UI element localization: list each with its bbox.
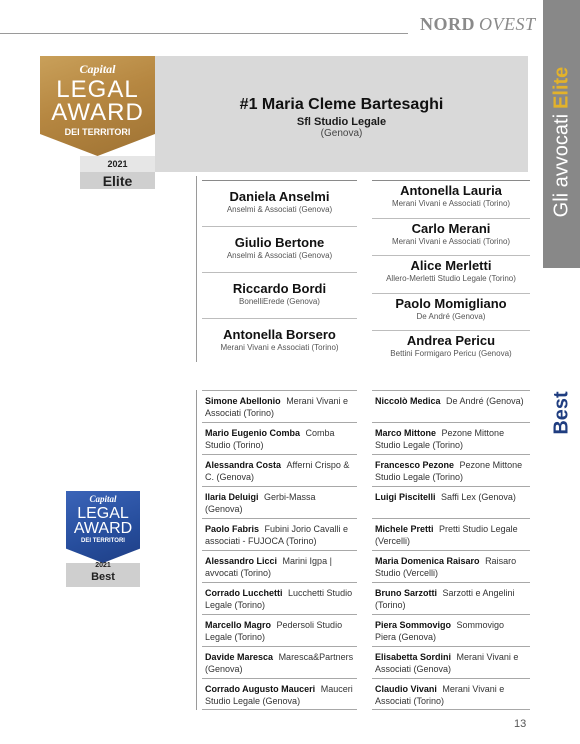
lawyer-name: Antonella Lauria bbox=[400, 183, 502, 198]
lawyer-name: Alice Merletti bbox=[410, 258, 492, 274]
lawyer-name: Riccardo Bordi bbox=[232, 281, 327, 296]
lawyer-name: Davide Maresca bbox=[205, 652, 274, 662]
list-item bbox=[202, 646, 357, 678]
lawyer-name: Bruno Sarzotti bbox=[375, 588, 437, 598]
list-item bbox=[202, 550, 357, 582]
lawyer-firm: BonelliErede (Genova) bbox=[239, 297, 320, 306]
lawyer-firm: Merani Vivani e Associati (Torino) bbox=[391, 199, 511, 208]
badge-line1: LEGAL bbox=[56, 76, 139, 103]
lawyer-firm: Afferni Crispo & C. (Genova) bbox=[205, 460, 350, 482]
list-item bbox=[202, 454, 357, 486]
lawyer-name: Corrado Lucchetti bbox=[205, 588, 283, 598]
list-item bbox=[202, 486, 357, 518]
lawyer-firm: De André (Genova) bbox=[446, 396, 524, 406]
lawyer-firm: Pretti Studio Legale (Vercelli) bbox=[375, 524, 518, 546]
list-item bbox=[202, 318, 357, 364]
winner-city: (Genova) bbox=[320, 128, 363, 139]
lawyer-name: Daniela Anselmi bbox=[229, 189, 330, 204]
sidebar-elite-prefix: Gli avvocati bbox=[550, 113, 572, 218]
best-list-right bbox=[372, 390, 530, 710]
list-item bbox=[202, 582, 357, 614]
winner-firm: Sfl Studio Legale bbox=[296, 116, 387, 128]
lawyer-firm: Pezone Mittone Studio Legale (Torino) bbox=[375, 460, 523, 482]
page-number: 13 bbox=[514, 718, 527, 730]
list-item bbox=[372, 255, 530, 293]
lawyer-firm: Raisaro Studio (Vercelli) bbox=[375, 556, 517, 578]
lawyer-name: Paolo Momigliano bbox=[395, 295, 507, 311]
lawyer-firm: Allero-Merletti Studio Legale (Torino) bbox=[386, 274, 516, 284]
best-list-left bbox=[202, 390, 357, 710]
top-winner bbox=[155, 96, 528, 139]
list-item bbox=[202, 390, 357, 422]
lawyer-name: Michele Pretti bbox=[375, 524, 434, 534]
lawyer-name: Piera Sommovigo bbox=[375, 620, 452, 630]
winner-name: #1 Maria Cleme Bartesaghi bbox=[239, 96, 444, 113]
list-item bbox=[372, 293, 530, 331]
badge-line2: AWARD bbox=[73, 520, 133, 537]
list-item bbox=[202, 614, 357, 646]
lawyer-name: Alessandro Licci bbox=[205, 556, 278, 566]
list-item bbox=[372, 646, 530, 678]
award-badge-best bbox=[66, 491, 140, 587]
lawyer-firm: Sommovigo Piera (Genova) bbox=[375, 620, 505, 642]
section-title-italic: OVEST bbox=[479, 14, 536, 34]
best-divider bbox=[196, 390, 197, 710]
lawyer-name: Antonella Borsero bbox=[223, 327, 336, 342]
sidebar bbox=[543, 0, 580, 744]
lawyer-name: Alessandra Costa bbox=[205, 460, 282, 470]
lawyer-firm: Gerbi-Massa (Genova) bbox=[205, 492, 316, 514]
lawyer-firm: Lucchetti Studio Legale (Torino) bbox=[205, 588, 353, 610]
section-title bbox=[420, 14, 538, 35]
lawyer-firm: Pedersoli Studio Legale (Torino) bbox=[205, 620, 343, 642]
badge-line1: LEGAL bbox=[77, 505, 129, 522]
lawyer-firm: Bettini Formigaro Pericu (Genova) bbox=[390, 349, 512, 359]
section-title-bold: NORD bbox=[420, 14, 475, 34]
header-rule bbox=[0, 33, 408, 34]
list-item bbox=[202, 226, 357, 272]
list-item bbox=[372, 180, 530, 218]
list-item bbox=[372, 678, 530, 710]
award-badge-elite bbox=[40, 56, 155, 189]
elite-divider bbox=[196, 176, 197, 362]
badge-level: Elite bbox=[102, 173, 133, 189]
lawyer-firm: Maresca&Partners (Genova) bbox=[205, 652, 354, 674]
lawyer-firm: Merani Vivani e Associati (Genova) bbox=[375, 652, 519, 674]
lawyer-name: Ilaria Deluigi bbox=[205, 492, 259, 502]
lawyer-name: Claudio Vivani bbox=[375, 684, 437, 694]
list-item bbox=[202, 518, 357, 550]
elite-list-right bbox=[372, 180, 530, 368]
lawyer-name: Niccolò Medica bbox=[375, 396, 441, 406]
list-item bbox=[372, 582, 530, 614]
lawyer-firm: De André (Genova) bbox=[416, 311, 486, 321]
lawyer-name: Marcello Magro bbox=[205, 620, 272, 630]
lawyer-firm: Merani Vivani e Associati (Torino) bbox=[375, 684, 505, 706]
badge-year: 2021 bbox=[95, 562, 111, 569]
sidebar-elite-label bbox=[550, 67, 573, 218]
lawyer-name: Maria Domenica Raisaro bbox=[375, 556, 480, 566]
list-item bbox=[202, 422, 357, 454]
lawyer-name: Francesco Pezone bbox=[375, 460, 455, 470]
lawyer-firm: Sarzotti e Angelini (Torino) bbox=[375, 588, 515, 610]
lawyer-name: Luigi Piscitelli bbox=[375, 492, 436, 502]
badge-level: Best bbox=[91, 571, 115, 583]
lawyer-name: Elisabetta Sordini bbox=[375, 652, 452, 662]
lawyer-firm: Anselmi & Associati (Genova) bbox=[226, 205, 333, 214]
list-item bbox=[372, 518, 530, 550]
list-item bbox=[372, 486, 530, 518]
lawyer-name: Corrado Augusto Mauceri bbox=[205, 684, 316, 694]
lawyer-firm: Fubini Jorio Cavalli e associati - FUJOCA (Torino) bbox=[205, 524, 349, 546]
elite-list-left bbox=[202, 180, 357, 364]
lawyer-firm: Marini Igpa | avvocati (Torino) bbox=[205, 556, 332, 578]
lawyer-firm: Anselmi & Associati (Genova) bbox=[226, 251, 333, 260]
badge-brand: Capital bbox=[89, 494, 117, 504]
list-item bbox=[372, 218, 530, 256]
lawyer-firm: Merani Vivani e Associati (Torino) bbox=[391, 236, 511, 246]
lawyer-firm: Merani Vivani e Associati (Torino) bbox=[205, 396, 349, 418]
lawyer-firm: Comba Studio (Torino) bbox=[205, 428, 335, 450]
lawyer-name: Paolo Fabris bbox=[205, 524, 260, 534]
list-item bbox=[372, 454, 530, 486]
lawyer-name: Giulio Bertone bbox=[234, 235, 325, 250]
badge-line3: DEI TERRITORI bbox=[64, 127, 131, 137]
lawyer-name: Carlo Merani bbox=[411, 220, 491, 236]
list-item bbox=[202, 272, 357, 318]
lawyer-name: Mario Eugenio Comba bbox=[205, 428, 301, 438]
lawyer-name: Andrea Pericu bbox=[406, 333, 496, 349]
lawyer-firm: Mauceri Studio Legale (Genova) bbox=[205, 684, 353, 706]
badge-line3: DEI TERRITORI bbox=[81, 538, 125, 544]
list-item bbox=[372, 550, 530, 582]
lawyer-firm: Pezone Mittone Studio Legale (Torino) bbox=[375, 428, 505, 450]
sidebar-elite-band bbox=[543, 0, 580, 268]
badge-line2: AWARD bbox=[51, 99, 144, 126]
lawyer-name: Marco Mittone bbox=[375, 428, 437, 438]
lawyer-name: Simone Abellonio bbox=[205, 396, 281, 406]
list-item bbox=[372, 614, 530, 646]
lawyer-firm: Saffi Lex (Genova) bbox=[441, 492, 516, 502]
list-item bbox=[372, 330, 530, 368]
lawyer-firm: Merani Vivani e Associati (Torino) bbox=[220, 343, 339, 352]
badge-brand: Capital bbox=[79, 62, 116, 76]
list-item bbox=[372, 390, 530, 422]
list-item bbox=[202, 678, 357, 710]
list-item bbox=[202, 180, 357, 226]
list-item bbox=[372, 422, 530, 454]
sidebar-elite-word: Elite bbox=[550, 66, 572, 109]
badge-year: 2021 bbox=[107, 159, 128, 169]
sidebar-best-label: Best bbox=[550, 391, 572, 435]
